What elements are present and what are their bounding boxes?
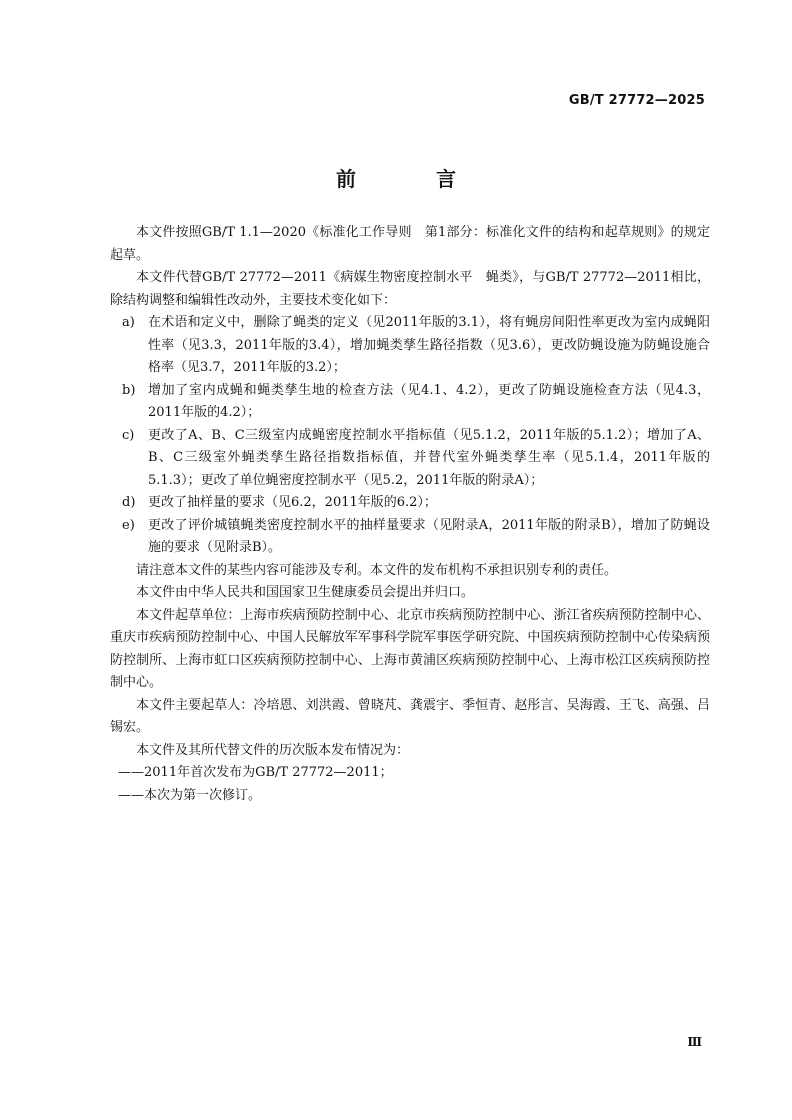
change-item-c xyxy=(110,425,710,493)
change-item-a xyxy=(110,312,710,380)
standard-number: GB/T 27772—2025 xyxy=(568,93,705,108)
change-marker: a) xyxy=(122,315,135,330)
change-marker: c) xyxy=(122,427,135,443)
paragraph-replacement: 本文件代替GB/T 27772—2011《病媒生物密度控制水平 蝇类》，与GB/T 27772—2011相比，除结构调整和编辑性改动外，主要技术变化如下： xyxy=(110,270,710,308)
paragraph-proposer: 本文件由中华人民共和国国家卫生健康委员会提出并归口。 xyxy=(136,585,475,600)
history-item: ——2011年首次发布为GB/T 27772—2011； xyxy=(118,765,393,780)
change-item-e xyxy=(110,515,710,560)
change-marker: e) xyxy=(122,517,135,533)
change-text: 增加了室内成蝇和蝇类孳生地的检查方法（见4.1、4.2），更改了防蝇设施检查方法（见4.3，2011年版的4.2）； xyxy=(148,382,710,420)
change-item-d xyxy=(110,492,710,515)
change-text: 在术语和定义中，删除了蝇类的定义（见2011年版的3.1），将有蝇房间阳性率更改为室内成蝇阳性率（见3.3，2011年版的3.4），增加蝇类孳生路径指数（见3.6），更改防蝇设施为防蝇设施合格率（见3.7，2011年版的3.2）； xyxy=(148,315,710,375)
paragraph-drafting-units: 本文件起草单位：上海市疾病预防控制中心、北京市疾病预防控制中心、浙江省疾病预防控制中心、重庆市疾病预防控制中心、中国人民解放军军事科学院军事医学研究院、中国疾病预防控制中心传染病预防控制所、上海市虹口区疾病预防控制中心、上海市黄浦区疾病预防控制中心、上海市松江区疾病预防控制中心。 xyxy=(110,607,710,690)
change-marker: b) xyxy=(122,382,136,398)
change-text: 更改了抽样量的要求（见6.2，2011年版的6.2）； xyxy=(148,495,437,510)
document-body xyxy=(110,222,710,807)
change-marker: d) xyxy=(122,495,136,510)
page-number: Ⅲ xyxy=(687,1035,702,1049)
change-text: 更改了A、B、C三级室内成蝇密度控制水平指标值（见5.1.2，2011年版的5.1.2）；增加了A、B、C三级室外蝇类孳生路径指数指标值，并替代室外蝇类孳生率（见5.1.4，2011年版的5.1.3）；更改了单位蝇密度控制水平（见5.2，2011年版的附录A）； xyxy=(148,427,710,488)
paragraph-history-intro: 本文件及其所代替文件的历次版本发布情况为： xyxy=(136,742,410,758)
change-text: 更改了评价城镇蝇类密度控制水平的抽样量要求（见附录A，2011年版的附录B），增加了防蝇设施的要求（见附录B）。 xyxy=(148,517,710,555)
paragraph-basis: 本文件按照GB/T 1.1—2020《标准化工作导则 第1部分：标准化文件的结构和起草规则》的规定起草。 xyxy=(110,225,710,263)
paragraph-patent: 请注意本文件的某些内容可能涉及专利。本文件的发布机构不承担识别专利的责任。 xyxy=(136,562,618,578)
history-item: ——本次为第一次修订。 xyxy=(118,787,262,803)
paragraph-drafters: 本文件主要起草人：冷培恩、刘洪霞、曾晓芃、龚震宇、季恒青、赵彤言、吴海霞、王飞、高强、吕锡宏。 xyxy=(110,697,710,735)
page-title: 前 言 xyxy=(336,167,486,191)
change-item-b xyxy=(110,380,710,425)
